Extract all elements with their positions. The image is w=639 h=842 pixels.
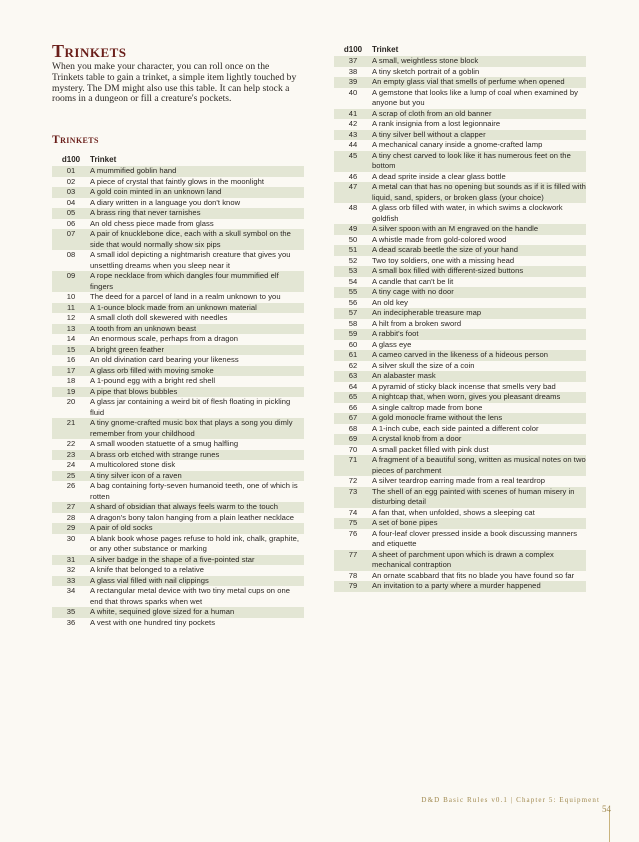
table-row [334,434,586,445]
roll-number: 78 [348,570,358,580]
trinket-description: A 1-pound egg with a bright red shell [90,376,216,385]
table-row [52,313,304,324]
roll-number: 56 [348,297,358,307]
trinket-description: A dragon's bony talon hanging from a plain leather necklace [90,512,295,522]
roll-number: 61 [334,350,372,361]
table-row [52,523,304,534]
table-row [334,308,586,319]
roll-number: 32 [66,565,76,574]
table-header-row [334,43,586,56]
roll-number: 72 [348,476,358,485]
trinket-description: A diary written in a language you don't know [90,197,241,207]
table-row [334,508,586,519]
table-row [334,203,586,224]
roll-number: 23 [52,450,90,461]
table-row [52,229,304,250]
table-row [52,397,304,418]
trinket-description: A knife that belonged to a relative [90,565,205,574]
trinket-description: A glass orb filled with moving smoke [90,366,304,377]
roll-number: 64 [348,381,358,391]
table-row [52,303,304,314]
roll-number: 11 [52,303,90,314]
roll-number: 53 [334,266,372,277]
roll-number: 71 [334,455,372,476]
trinket-description: A scrap of cloth from an old banner [372,109,586,120]
trinket-description: A glass eye [372,339,412,349]
trinket-description: An ornate scabbard that fits no blade you have found so far [372,570,575,580]
trinket-description: A gemstone that looks like a lump of coal when examined by anyone but you [372,87,578,107]
table-row [52,376,304,387]
table-row [52,177,304,188]
roll-number: 41 [334,109,372,120]
roll-number: 27 [52,502,90,513]
table-row [52,450,304,461]
trinkets-table-right [334,43,586,592]
roll-number: 10 [66,292,76,301]
trinket-description: An alabaster mask [372,371,586,382]
table-row [52,565,304,576]
roll-number: 06 [66,218,76,228]
roll-number: 16 [66,355,76,364]
trinket-description: An enormous scale, perhaps from a dragon [90,334,239,343]
roll-number: 40 [348,87,358,97]
table-row [52,576,304,587]
trinket-description: The deed for a parcel of land in a realm unknown to you [90,292,281,301]
trinket-description: A silver teardrop earring made from a real teardrop [372,476,546,485]
roll-number: 65 [334,392,372,403]
header-d100: d100 [343,45,363,54]
table-row [52,555,304,566]
trinket-description: A sheet of parchment upon which is drawn a complex mechanical contraption [372,550,586,571]
roll-number: 62 [348,360,358,370]
roll-number: 35 [52,607,90,618]
roll-number: 66 [348,402,358,412]
trinket-description: A metal can that has no opening but sounds as if it is filled with liquid, sand, spiders, or broken glass (your choice) [372,182,586,202]
roll-number: 20 [66,397,76,406]
roll-number: 73 [334,487,372,508]
trinket-description: An old divination card bearing your likeness [90,355,239,364]
table-row [334,445,586,456]
table-row [52,366,304,377]
page-footer: D&D Basic Rules v0.1 | Chapter 5: Equipment [421,796,600,804]
roll-number: 48 [348,203,358,212]
table-row [334,350,586,361]
roll-number: 67 [334,413,372,424]
roll-number: 22 [66,439,76,448]
table-row [334,88,586,109]
table-row [334,67,586,78]
table-row [52,355,304,366]
roll-number: 15 [52,345,90,356]
trinket-description: A rope necklace from which dangles four mummified elf fingers [90,271,304,292]
trinket-description: A glass vial filled with nail clippings [90,576,304,587]
roll-number: 02 [66,176,76,186]
table-row [334,424,586,435]
trinket-description: A small box filled with different-sized buttons [372,266,586,277]
trinket-description: A small cloth doll skewered with needles [90,313,228,322]
trinket-description: A 1-inch cube, each side painted a different color [372,423,539,433]
table-row [334,256,586,267]
roll-number: 70 [348,444,358,454]
roll-number: 77 [334,550,372,571]
trinket-description: A pair of old socks [90,523,304,534]
table-row [52,345,304,356]
trinket-description: An old chess piece made from glass [90,218,214,228]
trinket-description: A hilt from a broken sword [372,318,462,328]
table-row [334,140,586,151]
trinket-description: A small packet filled with pink dust [372,444,489,454]
table-row [334,109,586,120]
table-row [334,56,586,67]
trinket-description: A rank insignia from a lost legionnaire [372,119,501,128]
roll-number: 60 [348,339,358,349]
trinket-description: A small, weightless stone block [372,56,586,67]
roll-number: 51 [334,245,372,256]
table-row [52,208,304,219]
table-row [334,518,586,529]
roll-number: 49 [334,224,372,235]
roll-number: 01 [52,166,90,177]
roll-number: 03 [52,187,90,198]
table-row [334,382,586,393]
table-row [52,187,304,198]
trinket-description: A mummified goblin hand [90,166,304,177]
roll-number: 79 [334,581,372,592]
table-row [52,324,304,335]
roll-number: 45 [334,151,372,172]
roll-number: 43 [334,130,372,141]
trinket-description: A cameo carved in the likeness of a hideous person [372,350,586,361]
roll-number: 63 [334,371,372,382]
roll-number: 24 [66,460,76,469]
table-row [334,277,586,288]
roll-number: 74 [348,507,358,517]
roll-number: 21 [52,418,90,439]
table-row [52,534,304,555]
trinket-description: A multicolored stone disk [90,460,176,469]
roll-number: 37 [334,56,372,67]
roll-number: 19 [52,387,90,398]
table-row [334,403,586,414]
table-row [334,361,586,372]
table-row [52,513,304,524]
roll-number: 17 [52,366,90,377]
trinket-description: A brass ring that never tarnishes [90,208,304,219]
footer-rule [609,810,610,842]
roll-number: 39 [334,77,372,88]
trinket-description: Two toy soldiers, one with a missing head [372,255,515,265]
table-row [334,529,586,550]
table-row [334,340,586,351]
trinket-description: A blank book whose pages refuse to hold ink, chalk, graphite, or any other substance or marking [90,533,300,553]
trinket-description: A bag containing forty-seven humanoid teeth, one of which is rotten [90,481,298,501]
roll-number: 42 [348,119,358,128]
roll-number: 09 [52,271,90,292]
trinket-description: A tiny chest carved to look like it has numerous feet on the bottom [372,151,586,172]
table-header-row [52,153,304,166]
trinket-description: A tiny sketch portrait of a goblin [372,66,480,76]
table-row [334,476,586,487]
section-title: Trinkets [52,41,127,61]
roll-number: 57 [334,308,372,319]
roll-number: 29 [52,523,90,534]
table-row [334,413,586,424]
trinket-description: A shard of obsidian that always feels warm to the touch [90,502,304,513]
roll-number: 55 [334,287,372,298]
trinket-description: A glass jar containing a weird bit of flesh floating in pickling fluid [90,397,291,417]
roll-number: 54 [348,276,358,286]
table-row [334,224,586,235]
roll-number: 12 [66,313,76,322]
header-trinket: Trinket [90,155,117,164]
trinket-description: A tiny silver icon of a raven [90,471,304,482]
roll-number: 52 [348,255,358,265]
trinkets-table-left [52,153,304,628]
roll-number: 68 [348,423,358,433]
trinket-description: A small wooden statuette of a smug halfling [90,439,239,448]
roll-number: 44 [348,140,358,149]
roll-number: 76 [348,528,358,538]
table-row [334,130,586,141]
trinket-description: A set of bone pipes [372,518,586,529]
roll-number: 75 [334,518,372,529]
table-row [334,455,586,476]
table-row [334,371,586,382]
roll-number: 08 [66,250,76,259]
trinket-description: A silver badge in the shape of a five-pointed star [90,555,304,566]
roll-number: 31 [52,555,90,566]
table-row [52,198,304,209]
trinket-description: A bright green feather [90,345,304,356]
trinket-description: The shell of an egg painted with scenes of human misery in disturbing detail [372,487,586,508]
table-row [52,460,304,471]
table-row [52,250,304,271]
table-row [52,586,304,607]
table-row [334,319,586,330]
table-row [334,172,586,183]
trinket-description: A tiny cage with no door [372,287,586,298]
trinket-description: An empty glass vial that smells of perfume when opened [372,77,586,88]
trinket-description: An invitation to a party where a murder happened [372,581,586,592]
trinket-description: A silver skull the size of a coin [372,360,475,370]
table-row [334,571,586,582]
table-row [52,271,304,292]
roll-number: 34 [66,586,76,595]
table-row [334,77,586,88]
trinket-description: A small idol depicting a nightmarish creature that gives you unsettling dreams when you sleep near it [90,250,291,270]
table-row [334,119,586,130]
table-row [52,292,304,303]
trinket-description: A tiny gnome-crafted music box that plays a song you dimly remember from your childhood [90,418,304,439]
trinket-description: A gold monocle frame without the lens [372,413,586,424]
trinket-description: A vest with one hundred tiny pockets [90,617,216,627]
table-row [334,487,586,508]
trinket-description: A tooth from an unknown beast [90,324,304,335]
table-row [334,392,586,403]
table-row [52,387,304,398]
header-d100: d100 [61,155,81,164]
table-row [334,266,586,277]
trinket-description: A fragment of a beautiful song, written as musical notes on two pieces of parchment [372,455,586,475]
roll-number: 07 [52,229,90,250]
table-row [334,329,586,340]
trinket-description: A 1-ounce block made from an unknown material [90,303,304,314]
roll-number: 04 [66,197,76,207]
trinket-description: A whistle made from gold-colored wood [372,234,507,244]
trinket-description: A four-leaf clover pressed inside a book discussing manners and etiquette [372,528,578,548]
trinket-description: A dead scarab beetle the size of your hand [372,245,586,256]
roll-number: 50 [348,234,358,244]
table-row [334,235,586,246]
trinket-description: A gold coin minted in an unknown land [90,187,304,198]
table-row [52,219,304,230]
table-row [334,550,586,571]
header-trinket: Trinket [372,45,399,54]
trinket-description: A white, sequined glove sized for a human [90,607,304,618]
trinket-description: A dead sprite inside a clear glass bottle [372,171,506,181]
roll-number: 33 [52,576,90,587]
trinket-description: A tiny silver bell without a clapper [372,130,586,141]
trinket-description: An old key [372,297,408,307]
roll-number: 47 [334,182,372,203]
page-number: 54 [602,804,611,814]
table-row [52,439,304,450]
table-row [52,471,304,482]
trinket-description: A nightcap that, when worn, gives you pleasant dreams [372,392,586,403]
roll-number: 26 [66,481,76,490]
roll-number: 46 [348,171,358,181]
table-row [334,245,586,256]
trinket-description: A pair of knucklebone dice, each with a skull symbol on the side that would normally show six pips [90,229,304,250]
roll-number: 18 [66,376,76,385]
trinket-description: A mechanical canary inside a gnome-crafted lamp [372,140,543,149]
table-row [334,581,586,592]
trinket-description: A candle that can't be lit [372,276,454,286]
trinket-description: A pyramid of sticky black incense that smells very bad [372,381,556,391]
trinket-description: A piece of crystal that faintly glows in the moonlight [90,176,265,186]
roll-number: 30 [66,533,76,543]
table-row [52,481,304,502]
trinket-description: A pipe that blows bubbles [90,387,304,398]
trinket-description: A rectangular metal device with two tiny metal cups on one end that throws sparks when wet [90,586,291,606]
trinket-description: An indecipherable treasure map [372,308,586,319]
table-row [52,502,304,513]
roll-number: 05 [52,208,90,219]
roll-number: 28 [66,512,76,522]
table-row [52,618,304,629]
roll-number: 25 [52,471,90,482]
trinket-description: A brass orb etched with strange runes [90,450,304,461]
table-row [52,166,304,177]
trinket-description: A rabbit's foot [372,329,586,340]
roll-number: 69 [334,434,372,445]
roll-number: 36 [66,617,76,627]
roll-number: 58 [348,318,358,328]
roll-number: 14 [66,334,76,343]
table-row [334,151,586,172]
roll-number: 59 [334,329,372,340]
trinket-description: A silver spoon with an M engraved on the handle [372,224,586,235]
table-row [52,334,304,345]
trinket-description: A glass orb filled with water, in which swims a clockwork goldfish [372,203,563,223]
table-row [52,607,304,618]
roll-number: 13 [52,324,90,335]
trinket-description: A single caltrop made from bone [372,402,483,412]
table-row [334,298,586,309]
trinket-description: A crystal knob from a door [372,434,586,445]
intro-paragraph: When you make your character, you can roll once on the Trinkets table to gain a trinket, a simple item lightly touched by mystery. The DM might also use this table. It can help stock a rooms in a dungeon or fill a creature's pockets. [52,61,297,105]
trinket-description: A fan that, when unfolded, shows a sleeping cat [372,507,535,517]
table-row [334,287,586,298]
roll-number: 38 [348,66,358,76]
table-title: Trinkets [52,134,99,146]
table-row [334,182,586,203]
table-row [52,418,304,439]
